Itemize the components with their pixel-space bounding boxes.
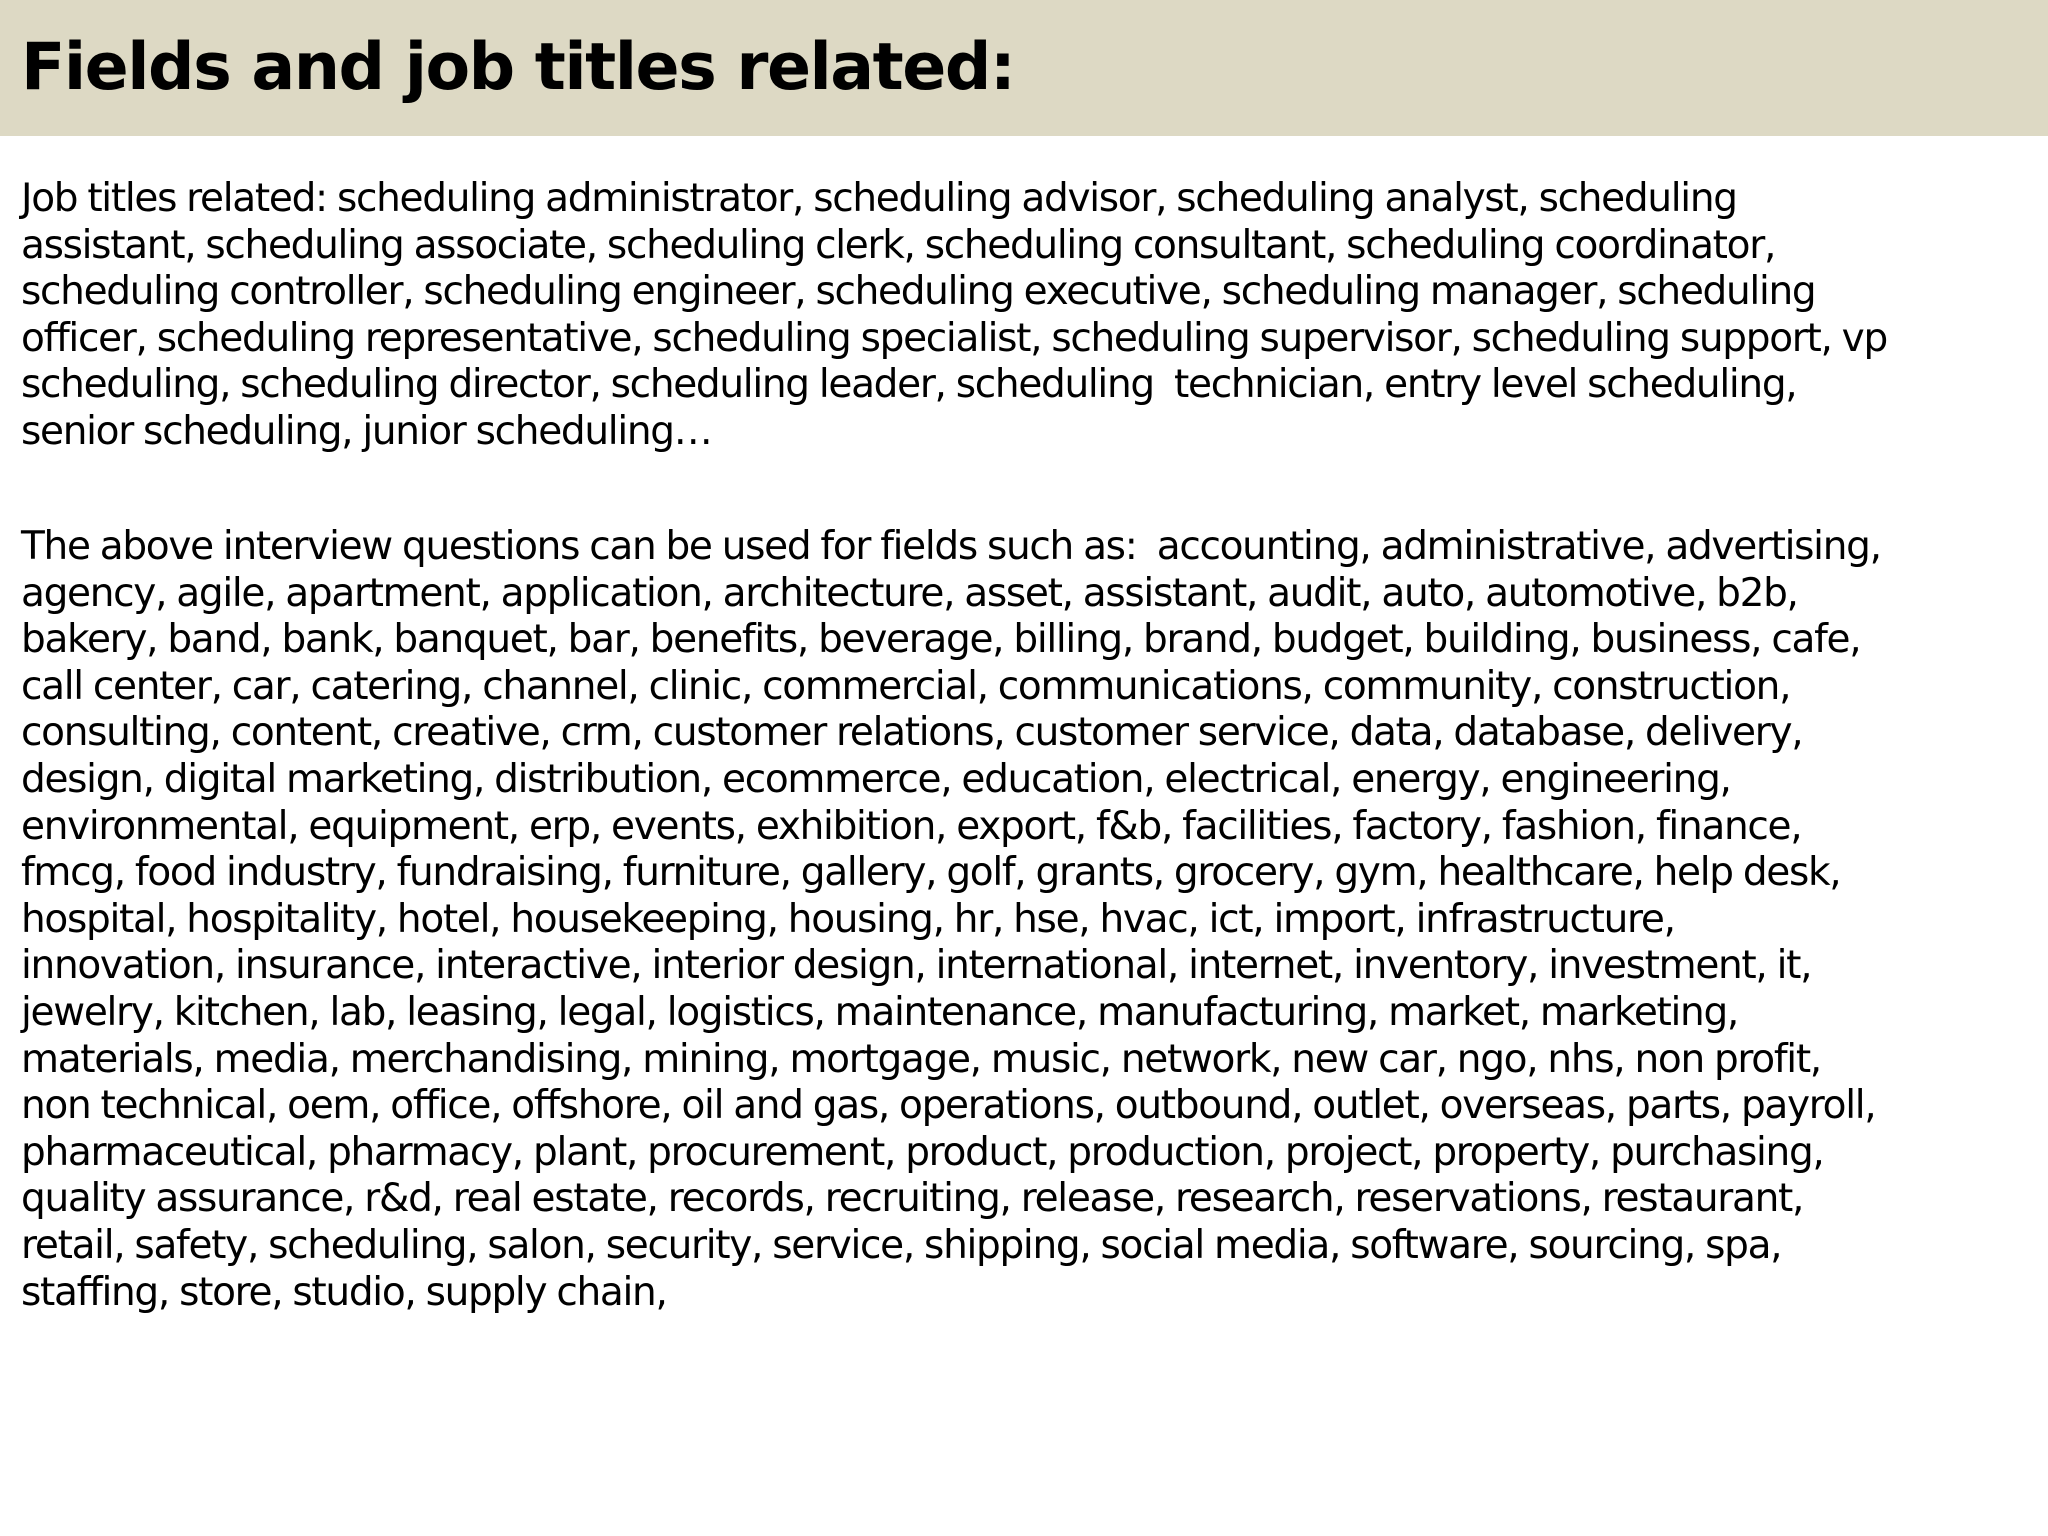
job-titles-paragraph: Job titles related: scheduling administrator, scheduling advisor, scheduling analyst, scheduling assistant, scheduling associate, scheduling clerk, scheduling consultant, scheduling coordinator, scheduling controller, scheduling engineer, scheduling executive, scheduling manager, scheduling officer, scheduling representative, scheduling specialist, scheduling supervisor, scheduling support, vp scheduling, scheduling director, scheduling leader, scheduling technician, entry level scheduling, senior scheduling, junior scheduling… — [21, 176, 1887, 454]
fields-paragraph: The above interview questions can be used for fields such as: accounting, administrative, advertising, agency, agile, apartment, application, architecture, asset, assistant, audit, auto, automotive, b2b, bakery, band, bank, banquet, bar, benefits, beverage, billing, brand, budget, building, business, cafe, call center, car, catering, channel, clinic, commercial, communications, community, construction, consulting, content, creative, crm, customer relations, customer service, data, database, delivery, design, digital marketing, distribution, ecommerce, education, electrical, energy, engineering, environmental, equipment, erp, events, exhibition, export, f&b, facilities, factory, fashion, finance, fmcg, food industry, fundraising, furniture, gallery, golf, grants, grocery, gym, healthcare, help desk, hospital, hospitality, hotel, housekeeping, housing, hr, hse, hvac, ict, import, infrastructure, innovation, insurance, interactive, interior design, international, internet, inventory, investment, it, jewelry, kitchen, lab, leasing, legal, logistics, maintenance, manufacturing, market, marketing, materials, media, merchandising, mining, mortgage, music, network, new car, ngo, nhs, non profit, non technical, oem, office, offshore, oil and gas, operations, outbound, outlet, overseas, parts, payroll, pharmaceutical, pharmacy, plant, procurement, product, production, project, property, purchasing, quality assurance, r&d, real estate, records, recruiting, release, research, reservations, restaurant, retail, safety, scheduling, salon, security, service, shipping, social media, software, sourcing, spa, staffing, store, studio, supply chain, — [21, 524, 1881, 1315]
slide-title: Fields and job titles related: — [21, 30, 1015, 105]
title-bar — [0, 0, 2048, 136]
